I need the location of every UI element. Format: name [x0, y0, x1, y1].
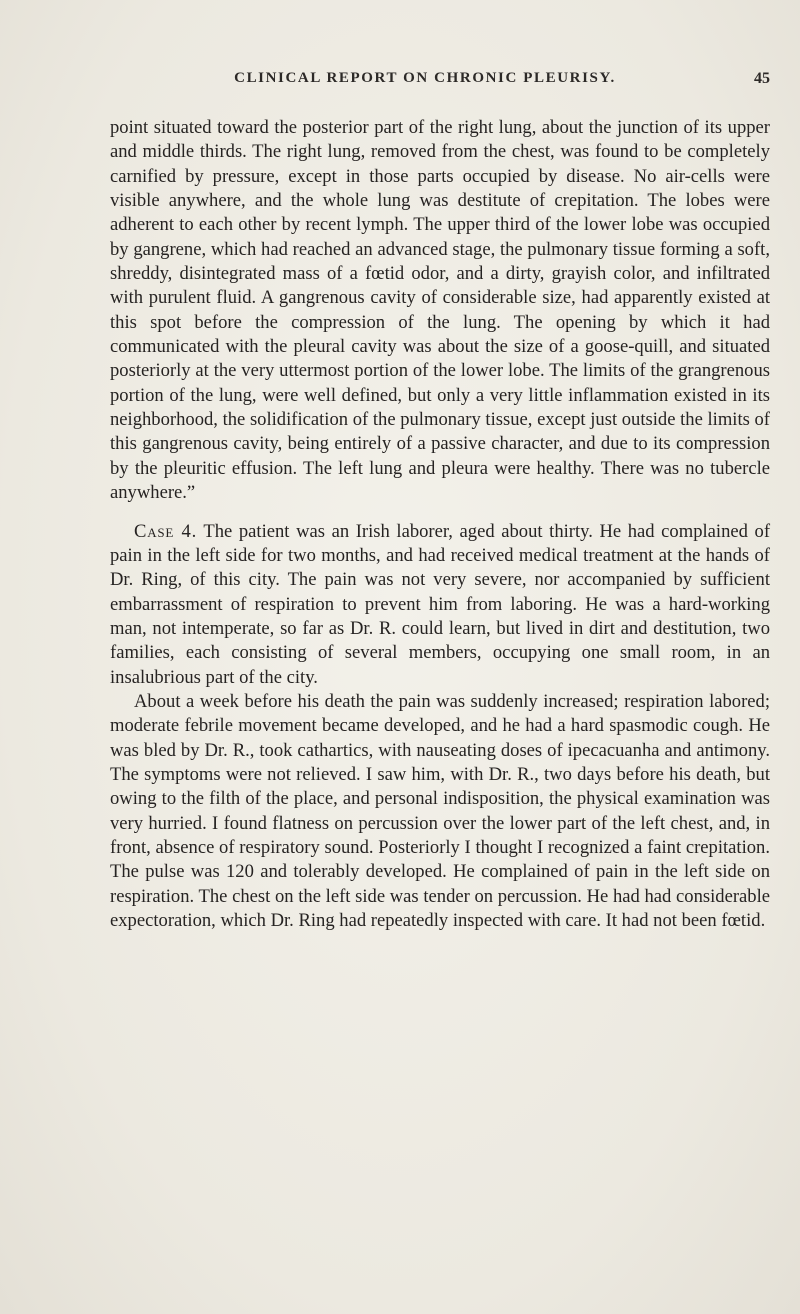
page-number: 45	[754, 70, 770, 87]
paragraph-continuation: point situated toward the posterior part of the right lung, about the junction of its upper and middle thirds. The right lung, removed from the chest, was found to be completely carnified by pressure, except in those parts occupied by disease. No air-cells were visible anywhere, and the whole lung was destitute of crepitation. The lobes were adherent to each other by recent lymph. The upper third of the lower lobe was occupied by gangrene, which had reached an advanced stage, the pulmonary tissue forming a soft, shreddy, disintegrated mass of a fœtid odor, and a dirty, grayish color, and infiltrated with purulent fluid. A gangrenous cavity of considerable size, had apparently existed at this spot before the compression of the lung. The opening by which it had communicated with the pleural cavity was about the size of a goose-quill, and situated posteriorly at the very uttermost portion of the lower lobe. The limits of the grangrenous portion of the lung, were well defined, but only a very little inflammation existed in its neighborhood, the solidification of the pulmonary tissue, except just outside the limits of this gangrenous cavity, being entirely of a passive character, and due to its compression by the pleuritic effusion. The left lung and pleura were healthy. There was no tubercle anywhere.”	[110, 117, 770, 504]
paragraph-course: About a week before his death the pain was suddenly increased; respiration labored; moderate febrile movement became developed, and he had a hard spasmodic cough. He was bled by Dr. R., took cathartics, with nauseating doses of ipecacuanha and antimony. The symptoms were not relieved. I saw him, with Dr. R., two days before his death, but owing to the filth of the place, and personal indisposition, the physical examination was very hurried. I found flatness on percussion over the lower part of the left chest, and, in front, absence of respiratory sound. Posteriorly I thought I recognized a faint crepitation. The pulse was 120 and tolerably developed. He complained of pain in the left side on respiration. The chest on the left side was tender on percussion. He had had considerable expectoration, which Dr. Ring had repeatedly inspected with care. It had not been fœtid.	[110, 690, 770, 931]
running-title: CLINICAL REPORT ON CHRONIC PLEURISY.	[234, 70, 616, 86]
running-head	[110, 70, 770, 92]
case-4-text: The patient was an Irish laborer, aged about thirty. He had complained of pain in the left side for two months, and had received medical treatment at the hands of Dr. Ring, of this city. The pain was not very severe, nor accompanied by sufficient embarrassment of respiration to prevent him from laboring. He was a hard-working man, not intemperate, so far as Dr. R. could learn, but lived in dirt and destitution, two families, each consisting of several members, occupying one small room, in an insalubrious part of the city.	[110, 520, 771, 688]
paragraph-case-4	[110, 520, 770, 690]
case-label: Case 4.	[134, 520, 198, 542]
body-text	[110, 116, 770, 933]
